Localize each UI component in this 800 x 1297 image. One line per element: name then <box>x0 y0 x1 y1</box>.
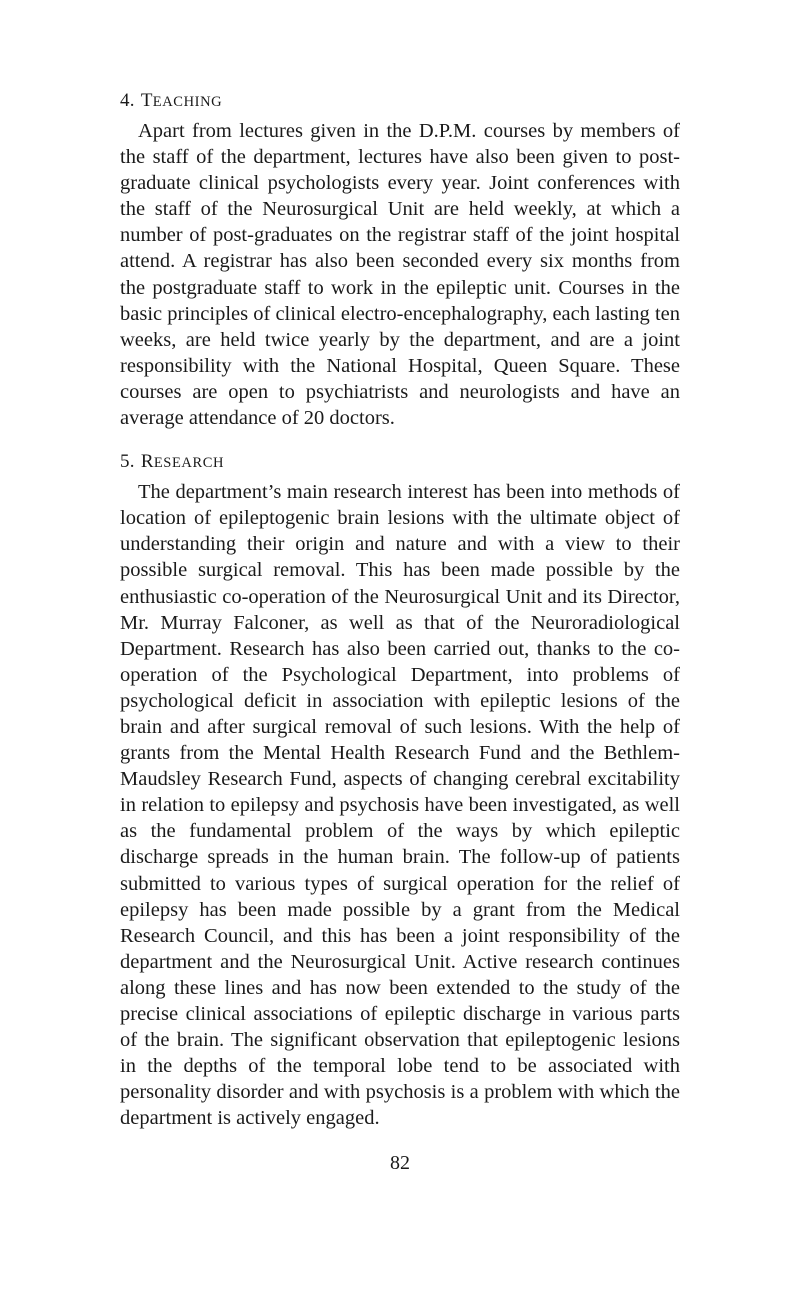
section-number: 4. <box>120 90 135 111</box>
section-research <box>120 449 680 1131</box>
page-number: 82 <box>390 1152 410 1174</box>
section-title-rest: EACHING <box>152 94 223 110</box>
section-number: 5. <box>120 451 135 473</box>
document-page <box>120 88 680 1131</box>
section-teaching <box>120 88 680 431</box>
section-body: Apart from lectures given in the D.P.M. courses by members of the staff of the department, lectures have also been given to post-graduate clinical psychologists every year. Joint conferences with the staff of the Neurosurgical Unit are held weekly, at which a number of post-graduates on the registrar staff of the joint hospital attend. A registrar has also been seconded every six months from the postgraduate staff to work in the epileptic unit. Courses in the basic principles of clinical electro-encephalography, each lasting ten weeks, are held twice yearly by the department, and are a joint responsibility with the National Hospital, Queen Square. These courses are open to psychiatrists and neurologists and have an average attendance of 20 doctors. <box>120 120 680 430</box>
section-title-initial: T <box>140 90 153 111</box>
section-body: The department’s main research interest has been into methods of location of epileptogenic brain lesions with the ultimate object of understanding their origin and nature and with a view to their possible surgical removal. This has been made possible by the enthusiastic co-operation of the Neurosurgical Unit and its Director, Mr. Murray Falconer, as well as that of the Neuroradiological Department. Research has also been carried out, thanks to the co-operation of the Psychological Department, into problems of psychological deficit in association with epileptic lesions of the brain and after surgical removal of such lesions. With the help of grants from the Mental Health Research Fund and the Bethlem-Maudsley Research Fund, aspects of changing cerebral excitability in relation to epilepsy and psychosis have been investigated, as well as the fundamental problem of the ways by which epileptic discharge spreads in the human brain. The follow-up of patients submitted to various types of surgical operation for the relief of epilepsy has been made possible by a grant from the Medical Research Council, and this has been a joint responsibility of the department and the Neurosurgical Unit. Active research continues along these lines and has now been extended to the study of the precise clinical associations of epileptic discharge in various parts of the brain. The significant observation that epileptogenic lesions in the depths of the temporal lobe tend to be associated with personality disorder and with psychosis is a problem with which the department is actively engaged. <box>120 481 680 1130</box>
section-title-initial: R <box>140 451 154 473</box>
section-heading <box>120 88 680 115</box>
section-title-rest: ESEARCH <box>153 455 225 472</box>
section-heading <box>120 449 680 476</box>
